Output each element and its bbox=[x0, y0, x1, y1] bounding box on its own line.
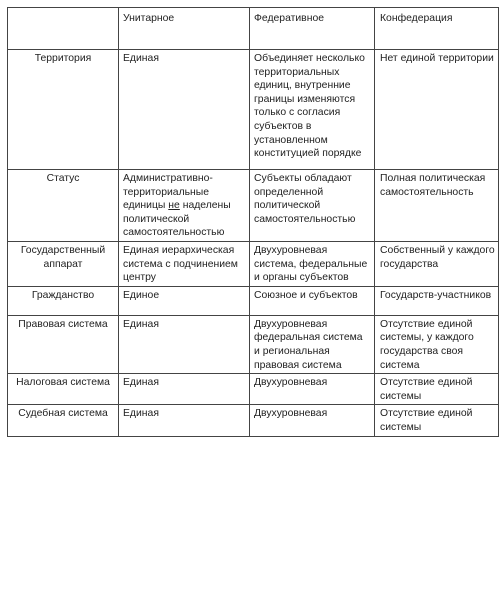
header-cell-empty bbox=[8, 8, 119, 50]
table-row bbox=[8, 315, 499, 373]
table-row bbox=[8, 286, 499, 315]
table-row bbox=[8, 405, 499, 436]
cell-text: Административно-территориальные единицы bbox=[123, 173, 213, 212]
cell-unitary bbox=[119, 170, 250, 242]
header-row bbox=[8, 8, 499, 50]
header-confederation: Конфедерация bbox=[375, 8, 499, 50]
cell-text: наделены политической самостоятельностью bbox=[123, 200, 231, 239]
row-label-citizenship: Гражданство bbox=[8, 286, 119, 315]
header-unitary: Унитарное bbox=[119, 8, 250, 50]
cell-unitary: Единая bbox=[119, 315, 250, 373]
cell-federative: Объединяет несколько территориальных единиц, внутренние границы изменяются только с согласия субъектов в установленном конституцией порядке bbox=[250, 50, 375, 170]
row-label-state-apparatus: Государственный аппарат bbox=[8, 241, 119, 286]
table-row bbox=[8, 50, 499, 170]
cell-unitary: Единая иерархическая система с подчинением центру bbox=[119, 241, 250, 286]
cell-federative: Двухуровневая bbox=[250, 405, 375, 436]
cell-confederation: Отсутствие единой системы, у каждого государства своя система bbox=[375, 315, 499, 373]
table-row bbox=[8, 241, 499, 286]
underlined-word: не bbox=[168, 200, 180, 212]
cell-federative: Субъекты обладают определенной политической самостоятельностью bbox=[250, 170, 375, 242]
cell-confederation: Полная политическая самостоятельность bbox=[375, 170, 499, 242]
cell-federative: Двухуровневая система, федеральные и органы субъектов bbox=[250, 241, 375, 286]
cell-unitary: Единая bbox=[119, 405, 250, 436]
table-row bbox=[8, 170, 499, 242]
table-row bbox=[8, 374, 499, 405]
row-label-territory: Территория bbox=[8, 50, 119, 170]
cell-federative: Двухуровневая федеральная система и региональная правовая система bbox=[250, 315, 375, 373]
cell-confederation: Нет единой территории bbox=[375, 50, 499, 170]
cell-confederation: Отсутствие единой системы bbox=[375, 405, 499, 436]
cell-confederation: Отсутствие единой системы bbox=[375, 374, 499, 405]
cell-confederation: Собственный у каждого государства bbox=[375, 241, 499, 286]
cell-federative: Двухуровневая bbox=[250, 374, 375, 405]
cell-confederation: Государств-участников bbox=[375, 286, 499, 315]
row-label-status: Статус bbox=[8, 170, 119, 242]
row-label-legal-system: Правовая система bbox=[8, 315, 119, 373]
cell-unitary: Единое bbox=[119, 286, 250, 315]
cell-unitary: Единая bbox=[119, 50, 250, 170]
cell-unitary: Единая bbox=[119, 374, 250, 405]
row-label-tax-system: Налоговая система bbox=[8, 374, 119, 405]
comparison-table bbox=[7, 7, 499, 437]
cell-federative: Союзное и субъектов bbox=[250, 286, 375, 315]
header-federative: Федеративное bbox=[250, 8, 375, 50]
row-label-judicial-system: Судебная система bbox=[8, 405, 119, 436]
